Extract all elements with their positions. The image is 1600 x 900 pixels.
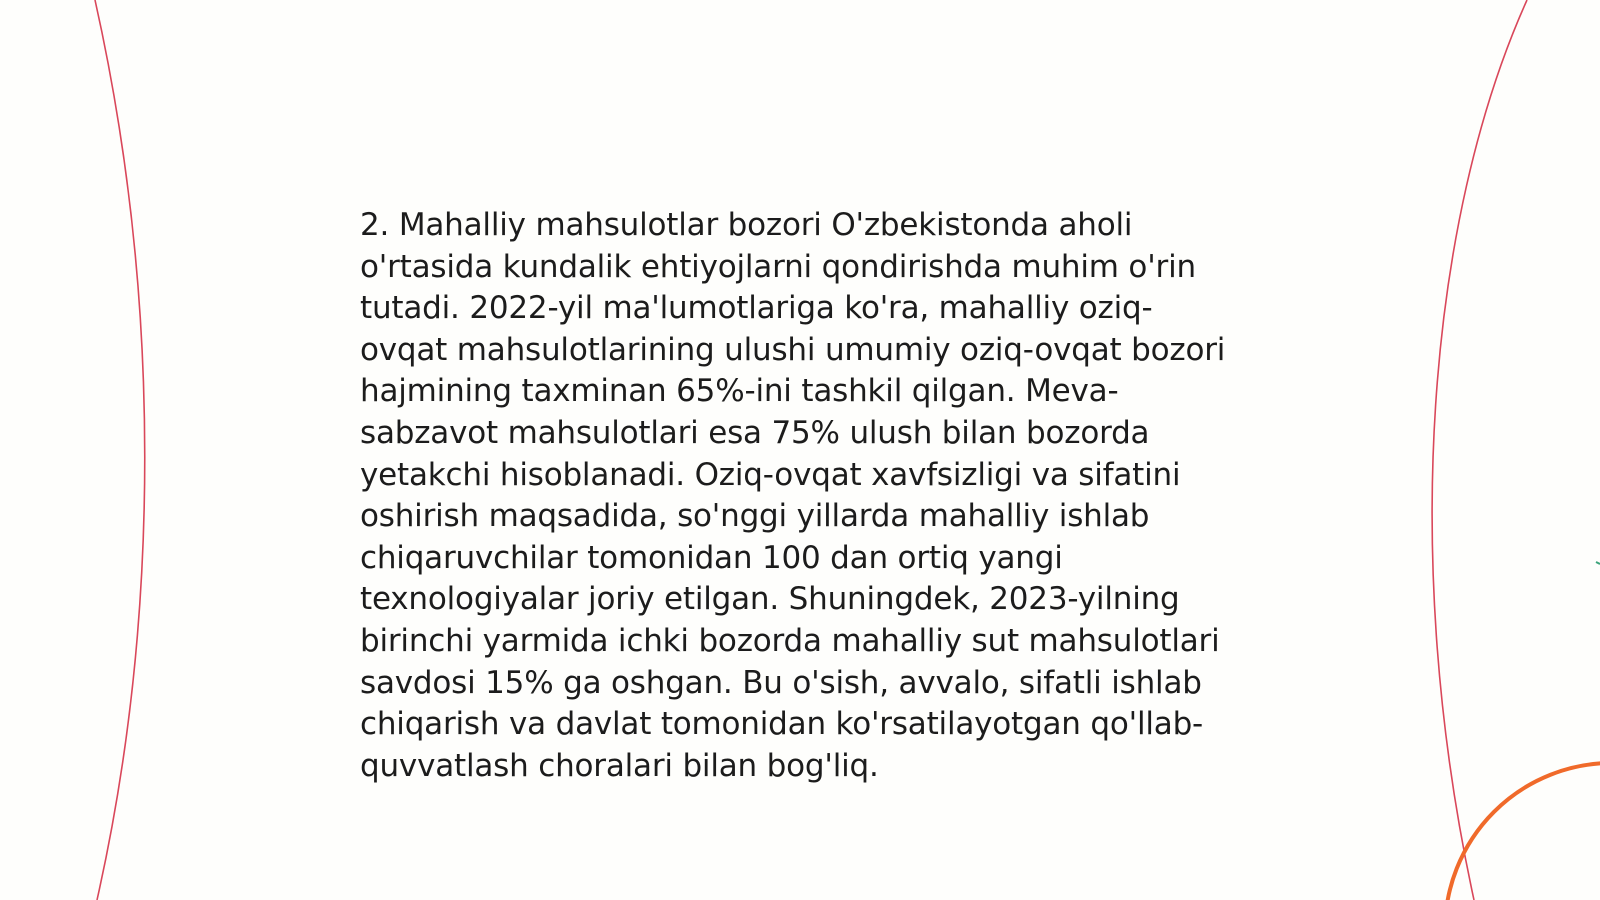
- left-curve-line: [95, 0, 145, 900]
- right-curve-line: [1432, 0, 1527, 900]
- accent-circle: [1445, 763, 1600, 900]
- accent-tick: [1596, 562, 1600, 564]
- slide-body-text: 2. Mahalliy mahsulotlar bozori O'zbekistonda aholi o'rtasida kundalik ehtiyojlarni qondirishda muhim o'rin tutadi. 2022-yil ma'lumotlariga ko'ra, mahalliy oziq-ovqat mahsulotlarining ulushi umumiy oziq-ovqat bozori hajmining taxminan 65%-ini tashkil qilgan. Meva-sabzavot mahsulotlari esa 75% ulush bilan bozorda yetakchi hisoblanadi. Oziq-ovqat xavfsizligi va sifatini oshirish maqsadida, so'nggi yillarda mahalliy ishlab chiqaruvchilar tomonidan 100 dan ortiq yangi texnologiyalar joriy etilgan. Shuningdek, 2023-yilning birinchi yarmida ichki bozorda mahalliy sut mahsulotlari savdosi 15% ga oshgan. Bu o'sish, avvalo, sifatli ishlab chiqarish va davlat tomonidan ko'rsatilayotgan qo'llab-quvvatlash choralari bilan bog'liq.: [360, 207, 1226, 784]
